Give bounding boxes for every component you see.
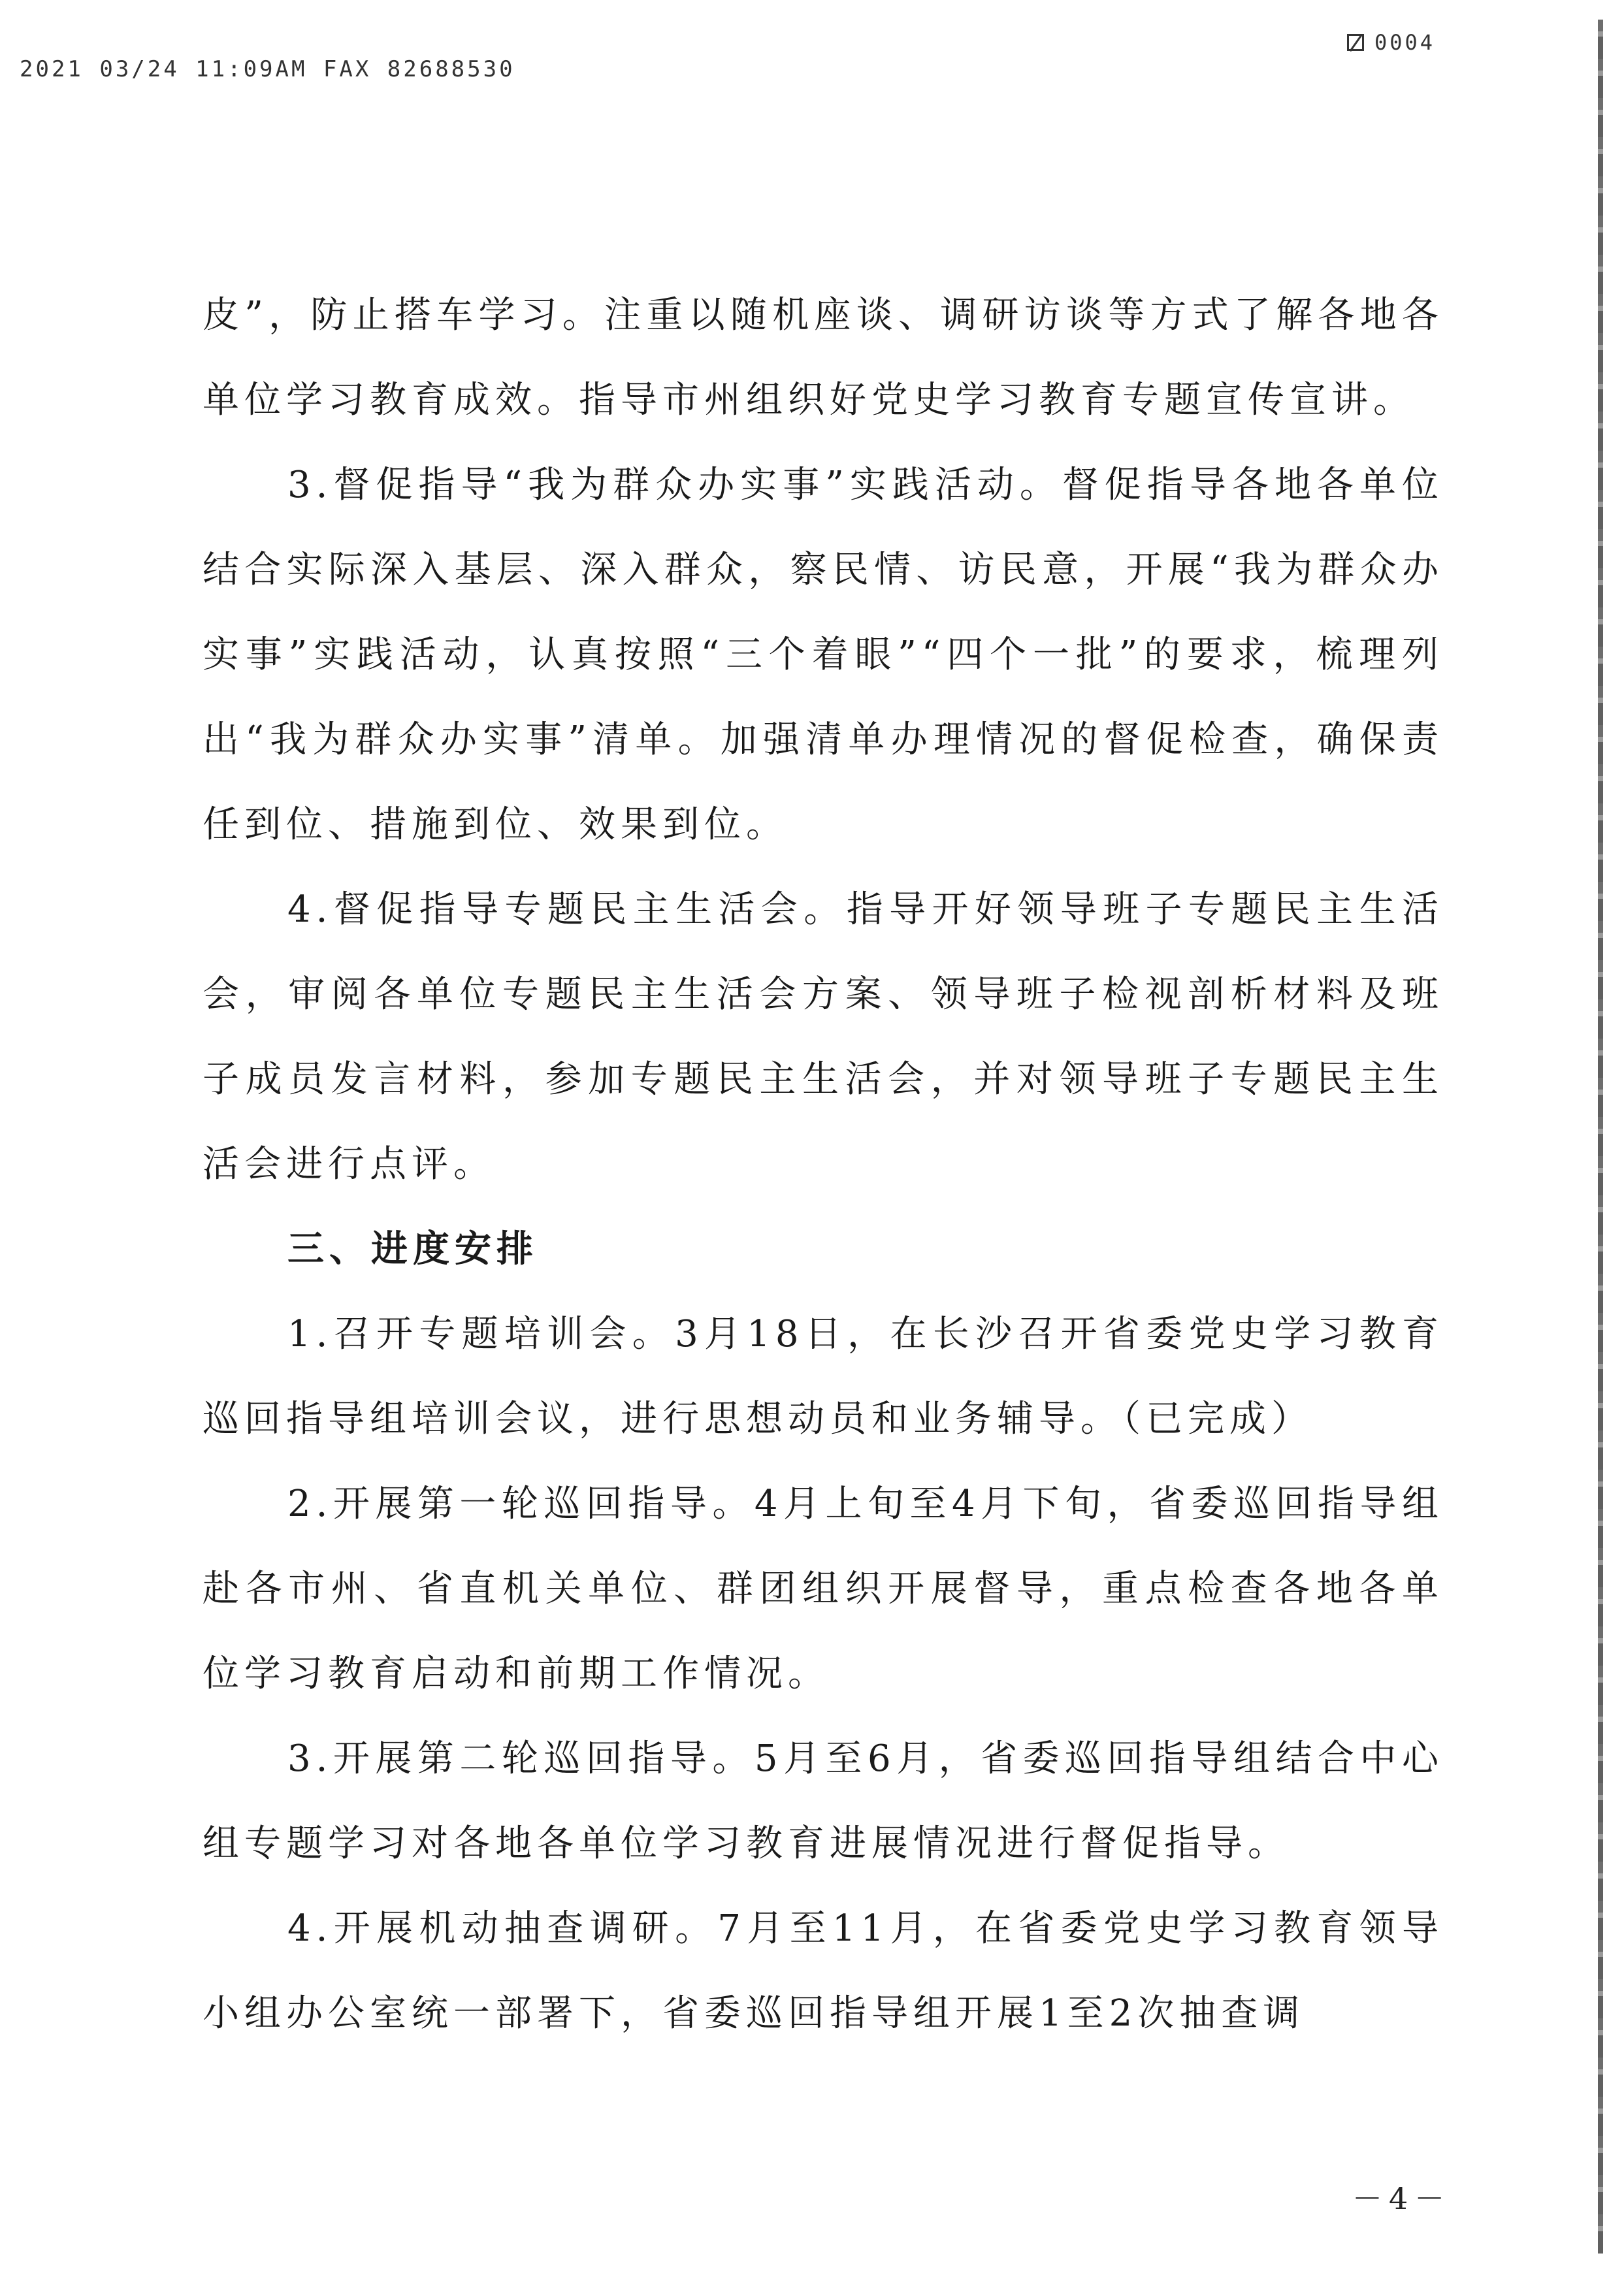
paragraph-item-4: 4.督促指导专题民主生活会。指导开好领导班子专题民主生活会，审阅各单位专题民主生活会方案、领导班子检视剖析材料及班子成员发言材料，参加专题民主生活会，并对领导班子专题民主生活会进行点评。 xyxy=(203,888,1444,1186)
paragraph-item-3: 3.督促指导“我为群众办实事”实践活动。督促指导各地各单位结合实际深入基层、深入群众，察民情、访民意，开展“我为群众办实事”实践活动，认真按照“三个着眼”“四个一批”的要求，梳理列出“我为群众办实事”清单。加强清单办理情况的督促检查，确保责任到位、措施到位、效果到位。 xyxy=(203,464,1444,846)
schedule-item-2: 2.开展第一轮巡回指导。4月上旬至4月下旬，省委巡回指导组赴各市州、省直机关单位、群团组织开展督导，重点检查各地各单位学习教育启动和前期工作情况。 xyxy=(203,1483,1444,1695)
fax-header: 2021 03/24 11:09AM FAX 82688530 xyxy=(20,56,515,82)
schedule-item-3: 3.开展第二轮巡回指导。5月至6月，省委巡回指导组结合中心组专题学习对各地各单位学习教育进展情况进行督促指导。 xyxy=(203,1737,1444,1865)
section-heading: 三、进度安排 xyxy=(287,1228,538,1270)
page-number: －4－ xyxy=(1352,2181,1452,2216)
schedule-item-1: 1.召开专题培训会。3月18日，在长沙召开省委党史学习教育巡回指导组培训会议，进行思想动员和业务辅导。（已完成） xyxy=(203,1313,1444,1440)
scan-edge xyxy=(1598,20,1603,2254)
fax-page-icon xyxy=(1347,34,1364,51)
fax-page-indicator xyxy=(1347,30,1435,55)
paragraph-continuation: 皮”，防止搭车学习。注重以随机座谈、调研访谈等方式了解各地各单位学习教育成效。指导市州组织好党史学习教育专题宣传宣讲。 xyxy=(203,294,1444,421)
document-body xyxy=(203,273,1444,2056)
schedule-item-4: 4.开展机动抽查调研。7月至11月，在省委党史学习教育领导小组办公室统一部署下，省委巡回指导组开展1至2次抽查调 xyxy=(203,1907,1444,2035)
fax-page-number: 0004 xyxy=(1374,30,1436,55)
